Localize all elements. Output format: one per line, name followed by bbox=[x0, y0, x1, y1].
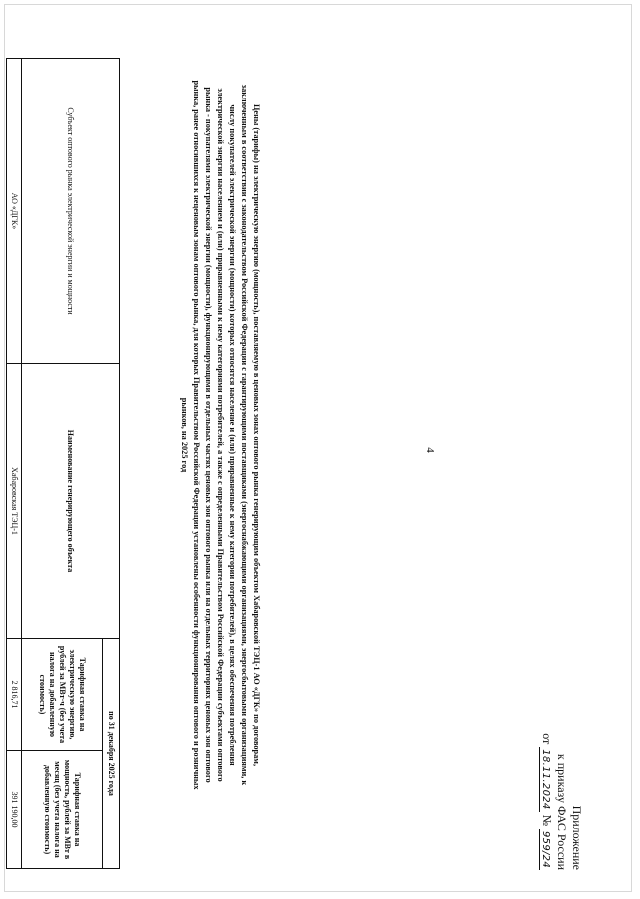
cell-energy-rate: 2 816,71 bbox=[7, 639, 22, 751]
page-number: 4 bbox=[424, 447, 436, 453]
date-value: 18.11.2024 bbox=[540, 749, 551, 810]
table-row bbox=[7, 59, 22, 869]
rotated-document bbox=[10, 40, 600, 870]
date-prefix: от bbox=[540, 733, 554, 745]
number-prefix: № bbox=[540, 814, 554, 827]
number-value: 959/24 bbox=[540, 831, 551, 868]
document-title: Цены (тарифы) на электрическую энергию (мощность), поставляемую в ценовых зонах оптового рынка генерирующим объектом Хабаровской ТЭЦ-1 АО «ДГК» по договорам, заключенным в соответствии с законодательством Российской Федерации с гарантирующими поставщиками (энергоснабжающими организациями, энергосбытовыми организациями, к числу покупателей электрической энергии (мощности) которых относятся население и (или) приравненные к нему категории потребителей), в целях обеспечения потребления электрической энергии населением и (или) приравненными к нему категориями потребителей, а также с определенными Правительством Российской Федерации субъектами оптового рынка - покупателями электрической энергии (мощности), функционирующими в отдельных частях ценовых зон оптового рынка или на отдельных территориях ценовых зон оптового рынка, ранее относившихся к неценовым зонам оптового рынка, для которых Правительством Российской Федерации установлены особенности функционирования оптового и розничных рынков, на 2025 год bbox=[180, 80, 261, 790]
cell-object: Хабаровская ТЭЦ-1 bbox=[7, 364, 22, 639]
header-period: по 31 декабря 2025 года bbox=[103, 639, 120, 869]
header-subject: Субъект оптового рынка электрической энергии и мощности bbox=[22, 59, 120, 364]
header-energy-rate: Тарифная ставка на электрическую энергию, рублей за МВт·ч (без учета налога на добавленную стоимость) bbox=[22, 639, 103, 751]
cell-subject: АО «ДГК» bbox=[7, 59, 22, 364]
header-power-rate: Тарифная ставка на мощность, рублей за МВт в месяц (без учета налога на добавленную стоимость) bbox=[22, 751, 103, 869]
tariff-table bbox=[6, 58, 120, 869]
appendix-header bbox=[538, 660, 584, 870]
appendix-title: Приложение bbox=[570, 805, 584, 870]
appendix-order-line: к приказу ФАС России bbox=[555, 753, 569, 870]
cell-power-rate: 391 190,00 bbox=[7, 751, 22, 869]
header-object: Наименование генерирующего объекта bbox=[22, 364, 120, 639]
appendix-date-number-line bbox=[538, 660, 554, 870]
